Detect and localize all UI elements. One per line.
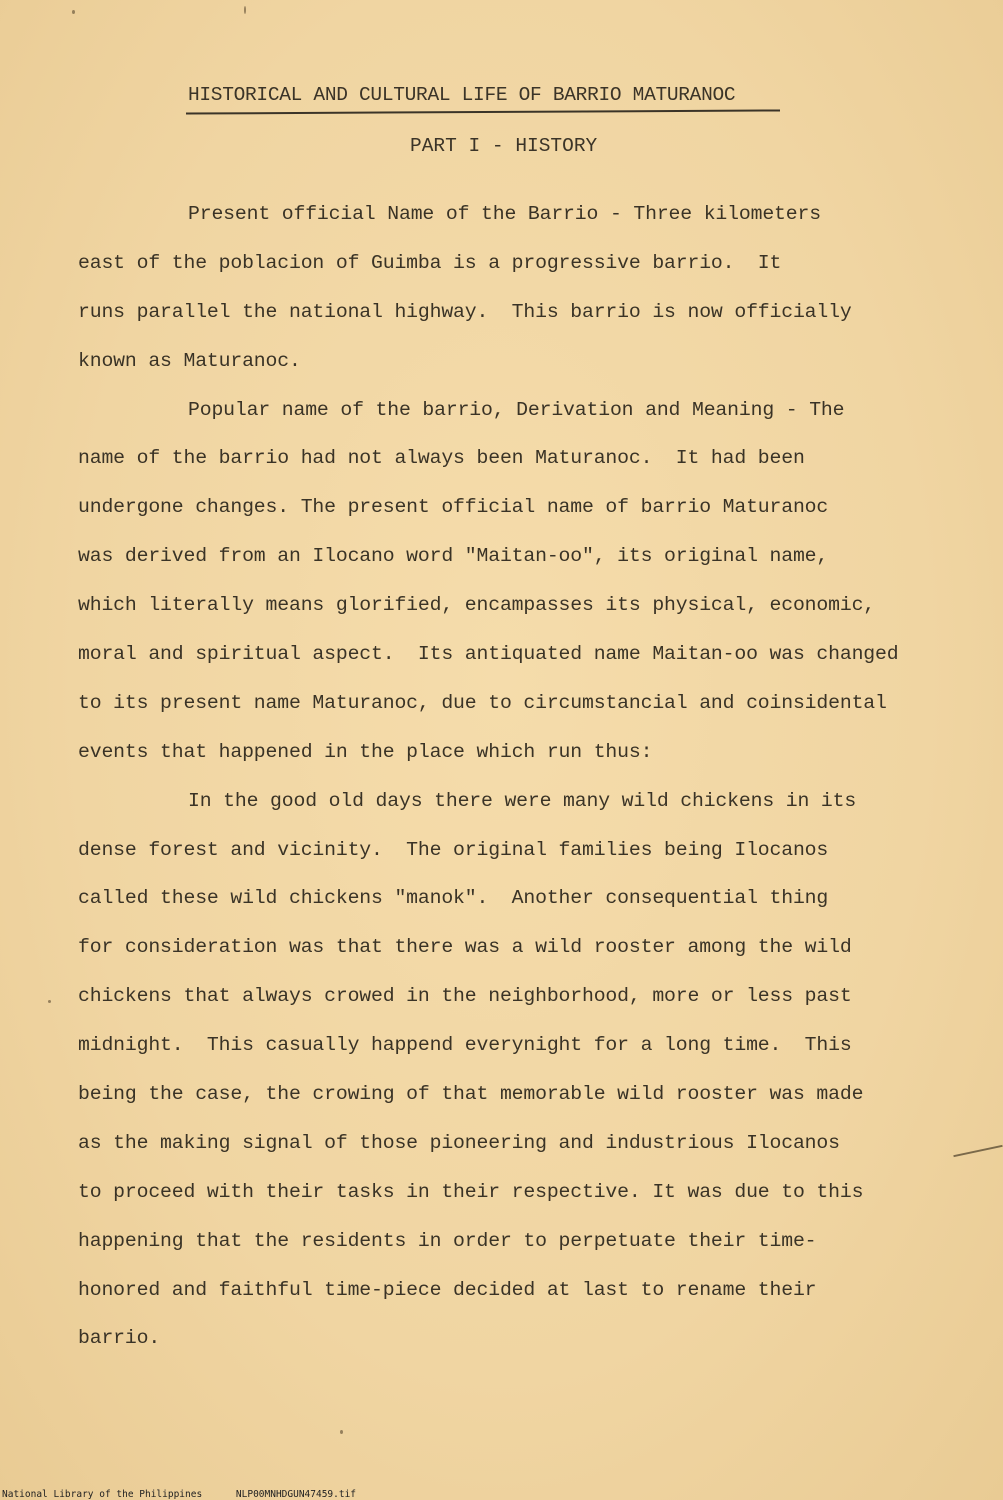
text-line: being the case, the crowing of that memorable wild rooster was made	[78, 1083, 864, 1106]
paper-speck	[340, 1430, 343, 1434]
text-line: In the good old days there were many wild chickens in its	[188, 789, 857, 812]
body-text	[78, 190, 958, 1363]
scan-footer	[2, 1489, 356, 1500]
text-line: moral and spiritual aspect. Its antiquated name Maitan-oo was changed	[78, 643, 899, 666]
text-line: runs parallel the national highway. This barrio is now officially	[78, 300, 852, 323]
text-line: chickens that always crowed in the neighborhood, more or less past	[78, 985, 852, 1008]
text-line: as the making signal of those pioneering and industrious Ilocanos	[78, 1131, 840, 1154]
text-line: east of the poblacion of Guimba is a progressive barrio. It	[78, 251, 782, 274]
text-line: which literally means glorified, encampasses its physical, economic,	[78, 594, 876, 617]
footer-filename: NLP00MNHDGUN47459.tif	[235, 1489, 357, 1500]
text-line: for consideration was that there was a wild rooster among the wild	[78, 936, 852, 959]
title-underline	[186, 109, 780, 114]
edge-mark	[953, 1145, 1002, 1157]
text-line: was derived from an Ilocano word "Maitan-oo", its original name,	[78, 545, 829, 568]
paper-speck	[72, 10, 75, 14]
document-title: HISTORICAL AND CULTURAL LIFE OF BARRIO MATURANOC	[188, 84, 736, 106]
text-line: Popular name of the barrio, Derivation and Meaning - The	[188, 398, 845, 421]
paper-speck	[244, 6, 246, 14]
paper-speck	[48, 1000, 51, 1003]
footer-library: National Library of the Philippines	[2, 1489, 203, 1500]
text-line: to proceed with their tasks in their respective. It was due to this	[78, 1180, 864, 1203]
text-line: honored and faithful time-piece decided at last to rename their	[78, 1278, 817, 1301]
document-subtitle: PART I - HISTORY	[410, 135, 598, 157]
text-line: events that happened in the place which run thus:	[78, 740, 653, 763]
text-line: dense forest and vicinity. The original families being Ilocanos	[78, 838, 829, 861]
text-line: name of the barrio had not always been Maturanoc. It had been	[78, 447, 805, 470]
text-line: known as Maturanoc.	[78, 349, 301, 372]
text-line: called these wild chickens "manok". Another consequential thing	[78, 887, 829, 910]
text-line: barrio.	[78, 1327, 161, 1350]
text-line: midnight. This casually happend everynight for a long time. This	[78, 1034, 852, 1057]
text-line: undergone changes. The present official name of barrio Maturanoc	[78, 496, 829, 519]
text-line: happening that the residents in order to perpetuate their time-	[78, 1229, 817, 1252]
text-line: to its present name Maturanoc, due to circumstancial and coinsidental	[78, 691, 887, 714]
text-line: Present official Name of the Barrio - Three kilometers	[188, 203, 821, 225]
